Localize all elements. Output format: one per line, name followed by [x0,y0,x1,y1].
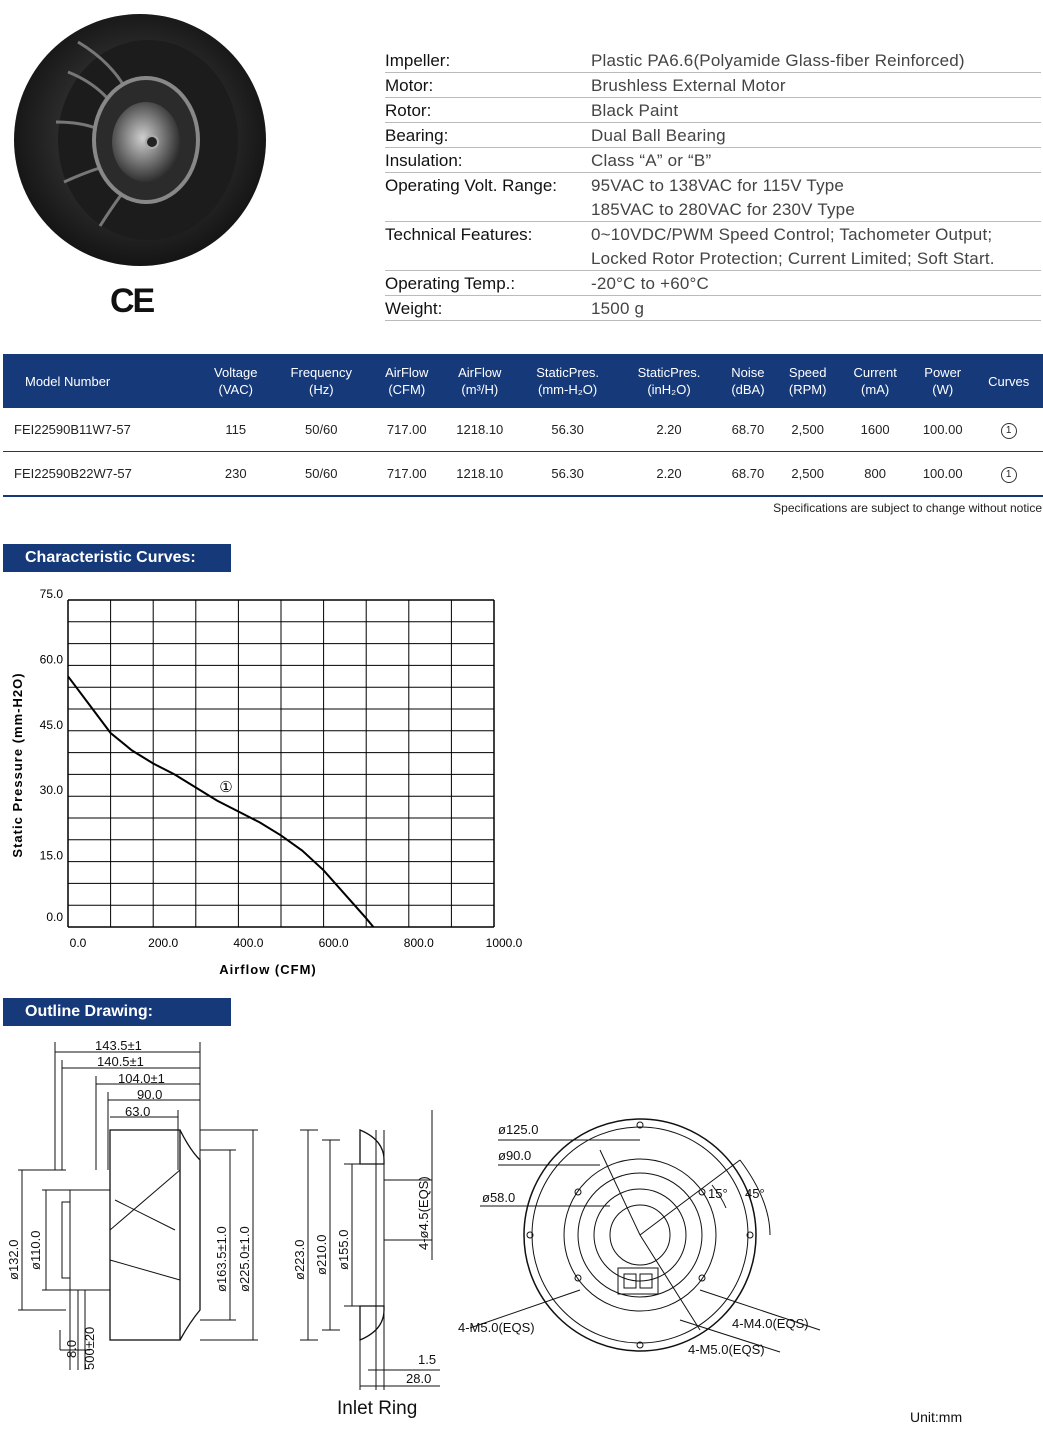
chart-y-tick-label: 45.0 [39,717,63,732]
table-cell [974,452,1043,497]
spec-key [385,269,591,270]
table-cell: 1218.10 [443,452,517,497]
spec-key: Operating Volt. Range: [385,176,558,195]
spec-change-note: Specifications are subject to change without notice [773,501,1042,515]
chart-x-tick-label: 400.0 [233,936,264,950]
dimension-label: ø210.0 [314,1234,329,1275]
dimension-label: ø225.0±1.0 [237,1226,252,1292]
curve-number-badge: 1 [1001,467,1017,483]
spec-value: Dual Ball Bearing [591,126,726,145]
spec-row [385,246,1041,271]
chart-x-tick-label: 0.0 [69,936,87,950]
table-header-cell: Speed (RPM) [776,354,839,408]
spec-key: Rotor: [385,101,432,120]
spec-key: Bearing: [385,126,449,145]
table-header-cell: StaticPres. (inH₂O) [618,354,719,408]
spec-row [385,197,1041,222]
spec-row [385,98,1041,123]
table-cell: FEI22590B22W7-57 [3,452,200,497]
table-cell: 1600 [839,408,911,452]
table-header-cell: Power (W) [911,354,974,408]
table-header-cell: AirFlow (m³/H) [443,354,517,408]
spec-value: 185VAC to 280VAC for 230V Type [591,200,855,219]
dimension-label: ø223.0 [292,1239,307,1280]
table-row [3,452,1043,497]
chart-x-tick-label: 200.0 [148,936,179,950]
chart-y-tick-label: 0.0 [46,910,63,924]
spec-value: Plastic PA6.6(Polyamide Glass-fiber Reinforced) [591,51,965,70]
chart-y-tick-label: 30.0 [39,783,63,798]
spec-key: Weight: [385,299,443,318]
table-header-cell: StaticPres. (mm-H₂O) [517,354,618,408]
dimension-label: 15° [708,1186,728,1201]
curve-number-badge: 1 [1001,423,1017,439]
chart-y-tick-label: 75.0 [39,587,63,601]
dimension-label: 4-M5.0(EQS) [688,1342,765,1357]
chart-x-tick-label: 800.0 [403,936,434,950]
spec-value: 95VAC to 138VAC for 115V Type [591,176,845,195]
table-header-cell: Curves [974,354,1043,408]
table-cell: 2.20 [618,408,719,452]
table-header-cell: Model Number [3,354,200,408]
chart-series-line-1 [68,676,373,927]
chart-annotation-1: ① [219,777,233,796]
chart-y-tick-label: 60.0 [39,652,63,667]
chart-y-axis-label: Static Pressure (mm-H2O) [10,672,25,858]
table-cell: 56.30 [517,452,618,497]
chart-grid [68,600,494,927]
unit-label: Unit:mm [910,1409,963,1425]
dimension-label: 28.0 [406,1371,432,1386]
dimension-label: 4-M4.0(EQS) [732,1316,809,1331]
characteristic-chart [0,580,540,980]
spec-row [385,222,1041,246]
curves-title: Characteristic Curves: [3,544,231,572]
table-cell: 68.70 [720,452,776,497]
dimension-label: ø125.0 [498,1122,539,1137]
spec-key: Motor: [385,76,434,95]
chart-y-tick-label: 15.0 [39,848,63,863]
spec-key: Technical Features: [385,225,533,244]
table-header-cell: Noise (dBA) [720,354,776,408]
table-cell: 68.70 [720,408,776,452]
spec-list [385,48,1041,321]
chart-x-tick-label: 1000.0 [485,936,523,950]
dimension-label: ø132.0 [6,1239,21,1280]
spec-row [385,296,1041,321]
table-header-cell: Voltage (VAC) [200,354,272,408]
table-cell: 2,500 [776,452,839,497]
table-header-cell: Current (mA) [839,354,911,408]
ce-mark: CE [110,282,154,320]
fan-product-photo [8,12,268,270]
spec-value: Black Paint [591,101,679,120]
dimension-label: ø90.0 [498,1148,532,1163]
table-cell: 717.00 [371,408,443,452]
dimension-label: 1.5 [418,1352,437,1367]
table-header-cell: AirFlow (CFM) [371,354,443,408]
spec-value: Class “A” or “B” [591,151,712,170]
spec-value: Locked Rotor Protection; Current Limited; Soft Start. [591,249,995,268]
dimension-label: ø163.5±1.0 [214,1226,229,1292]
table-row [3,408,1043,452]
table-cell: 56.30 [517,408,618,452]
table-cell: FEI22590B11W7-57 [3,408,200,452]
dimension-label: 143.5±1 [95,1038,142,1053]
spec-value: -20°C to +60°C [591,274,709,293]
table-cell: 230 [200,452,272,497]
outline-drawing [0,1030,1043,1445]
table-cell: 115 [200,408,272,452]
spec-key: Impeller: [385,51,451,70]
table-cell: 1218.10 [443,408,517,452]
dimension-label: 8.0 [64,1339,79,1358]
table-header-cell: Frequency (Hz) [272,354,371,408]
spec-value: Brushless External Motor [591,76,786,95]
table-cell: 100.00 [911,408,974,452]
spec-row [385,73,1041,98]
spec-key: Operating Temp.: [385,274,516,293]
spec-row [385,148,1041,173]
table-cell: 717.00 [371,452,443,497]
chart-x-tick-label: 600.0 [318,936,349,950]
dimension-label: ø110.0 [28,1230,43,1270]
inlet-ring-label: Inlet Ring [337,1398,418,1419]
spec-row [385,173,1041,197]
dimension-label: ø155.0 [336,1229,351,1270]
spec-row [385,271,1041,296]
outline-title: Outline Drawing: [3,998,231,1026]
model-table [3,354,1043,497]
dimension-label: 63.0 [125,1104,151,1119]
dimension-label: 45° [745,1186,765,1201]
dimension-label: 90.0 [137,1087,163,1102]
dimension-label: 104.0±1 [118,1071,165,1086]
spec-value: 1500 g [591,299,645,318]
dimension-label: 4-M5.0(EQS) [458,1320,535,1335]
table-cell [974,408,1043,452]
spec-value: 0~10VDC/PWM Speed Control; Tachometer Output; [591,225,993,244]
dimension-label: 140.5±1 [97,1054,144,1069]
table-cell: 800 [839,452,911,497]
chart-x-axis-label: Airflow (CFM) [219,962,317,977]
dimension-label: 4-ø4.5(EQS) [416,1176,431,1250]
table-header-row [3,354,1043,408]
spec-key: Insulation: [385,151,463,170]
table-cell: 2.20 [618,452,719,497]
table-cell: 50/60 [272,408,371,452]
dimension-label: ø58.0 [482,1190,516,1205]
spec-row [385,123,1041,148]
table-cell: 2,500 [776,408,839,452]
spec-row [385,48,1041,73]
spec-key [385,220,591,221]
dimension-label: 500±20 [82,1326,97,1370]
table-cell: 100.00 [911,452,974,497]
table-cell: 50/60 [272,452,371,497]
